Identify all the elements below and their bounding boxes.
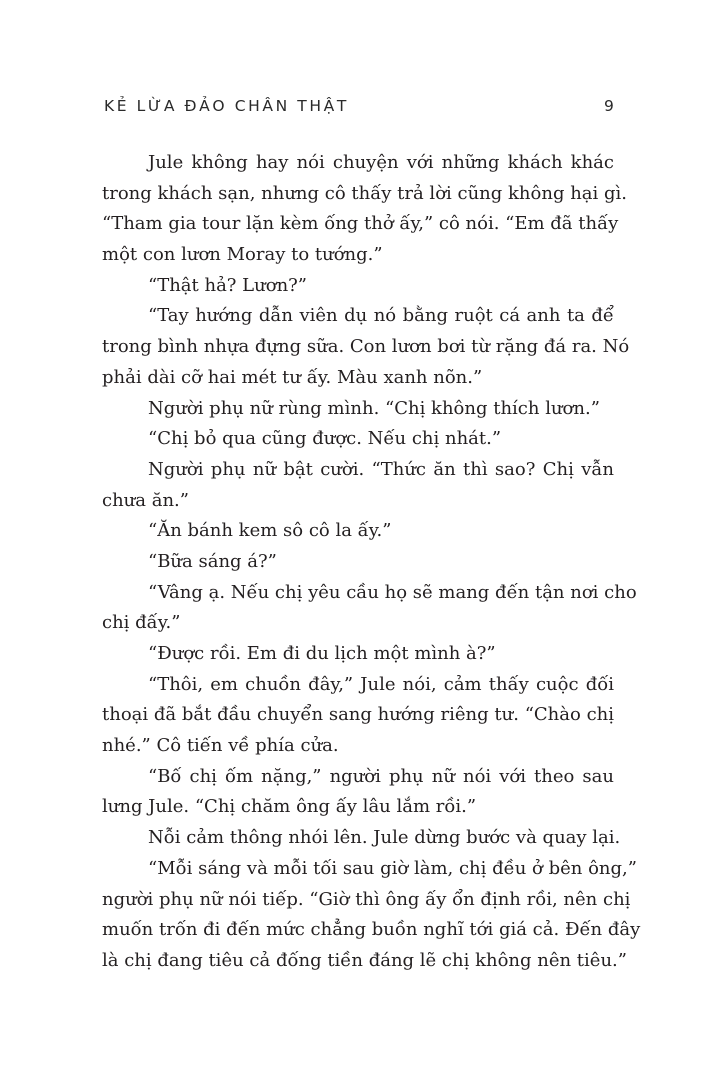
text-line: “Thật hả? Lươn?” (148, 274, 308, 296)
text-line: “Vâng ạ. Nếu chị yêu cầu họ sẽ mang đến tận nơi cho (148, 581, 637, 603)
text-line: Người phụ nữ bật cười. “Thức ăn thì sao? Chị vẫn (148, 458, 614, 480)
text-line: muốn trốn đi đến mức chẳng buồn nghĩ tới giá cả. Đến đây (102, 919, 641, 941)
text-line: “Bố chị ốm nặng,” người phụ nữ nói với theo sau (148, 765, 614, 787)
text-line: “Ăn bánh kem sô cô la ấy.” (148, 520, 392, 542)
body-text (102, 148, 641, 977)
text-line: “Được rồi. Em đi du lịch một mình à?” (148, 643, 496, 664)
text-line: một con lươn Moray to tướng.” (102, 244, 383, 266)
text-line: “Mỗi sáng và mỗi tối sau giờ làm, chị đều ở bên ông,” (148, 857, 637, 879)
text-line: trong khách sạn, nhưng cô thấy trả lời cũng không hại gì. (102, 182, 627, 204)
text-line: “Bữa sáng á?” (148, 550, 277, 572)
text-line: phải dài cỡ hai mét tư ấy. Màu xanh nõn.” (102, 366, 483, 388)
page-number: 9 (604, 97, 614, 115)
text-line: Jule không hay nói chuyện với những khách khác (148, 152, 614, 173)
text-line: “Chị bỏ qua cũng được. Nếu chị nhát.” (148, 428, 502, 450)
text-line: “Tay hướng dẫn viên dụ nó bằng ruột cá anh ta để (148, 305, 614, 327)
text-line: nhé.” Cô tiến về phía cửa. (102, 735, 339, 757)
text-line: thoại đã bắt đầu chuyển sang hướng riêng tư. “Chào chị (102, 704, 614, 726)
running-head-title: KẺ LỪA ĐẢO CHÂN THẬT (104, 97, 349, 115)
text-line: lưng Jule. “Chị chăm ông ấy lâu lắm rồi.” (102, 796, 477, 818)
text-line: người phụ nữ nói tiếp. “Giờ thì ông ấy ổn định rồi, nên chị (102, 888, 631, 910)
text-line: Người phụ nữ rùng mình. “Chị không thích lươn.” (148, 397, 600, 419)
text-line: là chị đang tiêu cả đống tiền đáng lẽ chị không nên tiêu.” (102, 949, 627, 971)
text-line: “Thôi, em chuồn đây,” Jule nói, cảm thấy cuộc đối (148, 673, 614, 695)
text-line: trong bình nhựa đựng sữa. Con lươn bơi từ rặng đá ra. Nó (102, 336, 630, 358)
text-line: chưa ăn.” (102, 489, 189, 511)
text-line: “Tham gia tour lặn kèm ống thở ấy,” cô nói. “Em đã thấy (102, 213, 619, 235)
text-line: chị đấy.” (102, 612, 181, 634)
text-line: Nỗi cảm thông nhói lên. Jule dừng bước và quay lại. (148, 827, 621, 849)
